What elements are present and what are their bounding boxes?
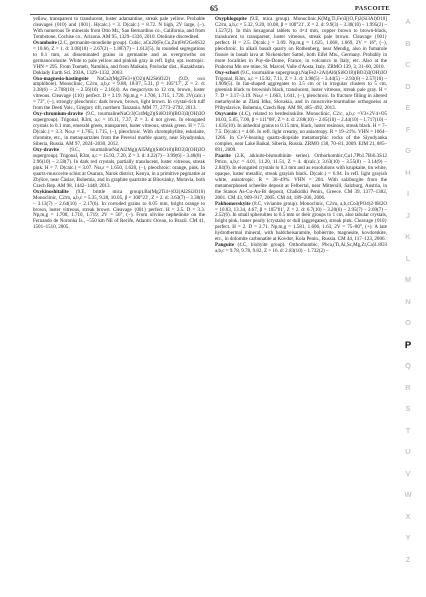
mineral-entry	[215, 202, 387, 244]
thumb-index-letter: F	[405, 124, 411, 134]
mineral-entry	[215, 243, 387, 255]
thumb-index-letter: V	[405, 468, 411, 478]
mineral-description: (9.C, tourmaline supergroup). Trigonal, R3m, a,c = 15.93, 7.20, Z = 3. d: 4.22(7) – 3.99(6) – 3.48(8) – 2.96(10) – 2.58(7). In dark red crystals, partially translucent, luster vitreous, streak pink. H = 7. D(calc.) = 3.07. Nω,ε = 1.650, 1.620, (−), pleochroic: orange, pink. In quartz-muscovite schist at Osarara, Narok district, Kenya, in a primitive pegmatite at Zbýšov, near Čáslav, Bohemia, and in graphite quartzite at Bítovánky, Moravia, both Czech Rep. AM 98, 1442–1448, 2013.	[33, 146, 205, 189]
mineral-entry	[215, 17, 387, 71]
thumb-index-letter: W	[404, 490, 412, 499]
thumb-index-letter: A	[405, 17, 411, 26]
mineral-name: Oxyvanite	[215, 111, 238, 118]
running-title: PASCOITE	[354, 5, 390, 12]
thumb-index-letter: E	[405, 103, 411, 112]
alphabet-thumb-index	[396, 17, 420, 577]
mineral-description: (9.E, brittle mica group). Monoclinic, C2/m, a,b,c = 5.35, 9.28, 10.05, β = 100°23′, Z = 2. d: 3.63(7) – 3.38(6) – 3.13(7) – 2.64(10) – 2.17(6). In corroded grains to 0.05 mm, bright orange to brown, luster vitreous, streak brown. Cleavage {001} perfect. H = 2.5. D = 3.3. Np,m,g = 1.708, 1.710, 1.719, 2V = 56°, (−). From olivine nephelinite on the Fernando de Noronha Is., ~550 km NE of Recife, Atlantic Ocean, to Brazil. CM 41, 1501–1510, 2005.	[33, 188, 205, 231]
page-number: 65	[210, 4, 218, 13]
mineral-formula: Cu1.7Pb1.7Bi6.3S12	[344, 152, 387, 159]
mineral-entry	[215, 154, 387, 202]
mineral-name: Paarite	[215, 152, 231, 159]
mineral-formula: Cu20(Fe,Cu,Zn)6W2Ge6S32	[145, 39, 205, 46]
thumb-index-letter: H	[405, 167, 411, 177]
mineral-formula: (Ti,Al,Sc,Mg,Zr,Ca)1.8O3	[333, 242, 387, 249]
left-column	[33, 17, 205, 231]
mineral-entry	[215, 112, 387, 154]
mineral-description: (9.C, tourmaline supergroup). Trigonal, R3m, a,c = 16.11, 7.37, Z = 3. d not given. In elongated crystals to 0.1 mm, emerald green, transparent, luster vitreous, streak green. H = 7.5. D(calc.) = 3.3. Nω,ε = 1.765, 1.715, (−), pleochroic. With chromphyllite, eskolaite, chromite, etc., in metaquartzites from the Pereval marble quarry, near Slyudyanka, Siberia, Russia. AM 97, 2024–2030, 2012.	[33, 111, 205, 148]
header-rule	[30, 14, 390, 15]
thumb-index-letter: L	[405, 253, 411, 263]
mineral-name: Oxy-schorl	[215, 69, 239, 76]
mineral-description: (9.E, mica group). Monoclinic, C2/m, a,b,c = 5.32, 9.20, 10.08, β = 100°21′, Z = 2. d: 9.9(3) – 3.30(10) – 1.995(2) – 1.527(2). In thin hexagonal tablets to 4×4 mm, copper brown to brown-black, translucent to transparent, luster vitreous, streak pale brown. Cleavage {001} perfect. H = 2.5. D(calc.) = 3.09. Np,m,g = 1.625, 1.668, 1.669, 2V = 16°, (−), pleochroic. In alkali basalt quarry on Rothenberg, near Mendig, also in fumarole fissure in basalt lava at Nickenicher Sattel, both Eifel Mts., Germany. Probably in more localities in Puy-de-Dome, France, in volcanics in Italy, etc. Also at the Prabornа Mn ore mine, St. Marcel, Valle d'Aosta, Italy. ZRMO 139, 3, 31–60, 2010.	[215, 16, 387, 70]
thumb-index-letter: S	[405, 404, 411, 413]
thumb-index-letter: D	[405, 81, 411, 91]
mineral-entry	[215, 71, 387, 113]
thumb-index-letter: R	[405, 382, 411, 392]
mineral-formula: V3+2V4+O5	[360, 111, 387, 118]
mineral-entry	[33, 148, 205, 190]
thumb-index-letter: M	[404, 275, 412, 284]
mineral-description: (2.C, germanite-moodieite group). Cubic, a = 10.66, Z = 1. d: 3.08(10) – 2.67(2) – 1.887(7) – 1.612(5). In rounded segregations to 0.1 mm, as disseminated grains in germanite and as overgrowths on germanocolusite. White to pale yellow and pinkish gray in refl. light, opt. isotropic. VHN = 295. From Tsumeb, Namibia, and from Maikain, Pavlodar dist., Kazakhstan. Doklady Earth Sci. 393A, 1329–1332, 2003.	[33, 39, 205, 76]
mineral-description: NaCa2(Mg2Fe3+)(O2)(Al2Si6O22) (9.D, oxo amphibole). Monoclinic, C2/m, a,b,c = 9.88, 18.07, 5.31, β = 105°17′, Z = 2. d: 3.38(6) – 2.708(10) – 2.56(10) – 2.16(4). As megacrysts to 12 cm, brown, luster vitreous. Cleavage {110} perfect. D = 3.19. Np,m,g = 1.706, 1.715, 1.720, 2V(calc.) = 73°, (−), strongly pleochroic: dark brown, brown, light brown. In crystal-rich tuff from the Deeti Volc., Gregory rift, northern Tanzania. MM 77, 2773–2792, 2013.	[33, 75, 205, 112]
thumb-index-letter: K	[405, 232, 411, 241]
mineral-entry	[33, 17, 205, 41]
mineral-name: Oxo-magnesio-hastingsite	[33, 75, 89, 82]
mineral-entry	[33, 190, 205, 232]
mineral-formula: Na(Al2Mg)(Al5Mg)(Si6O18)(BO3)3(OH)3O	[112, 146, 205, 153]
mineral-description: (4.C, bixbyite group). Orthorhombic, Pbca, a,b,c = 9.78, 9.78, 9.82, Z = 16. d: 2.83(10) – 1.732(2) –	[215, 242, 334, 255]
mineral-name: Oxy-chromium-dravite	[33, 111, 84, 118]
mineral-formula: Ba(Mg2Ti4+)O2(Al2Si2O10)	[144, 188, 205, 195]
thumb-index-letter: I	[406, 189, 410, 198]
page-header	[30, 4, 390, 14]
thumb-index-letter: C	[405, 60, 411, 69]
mineral-description: (8.C, vivianite group). Monoclinic, C2/m, a,b,c = 10.03, 13.34, 4.67, β = 105°01′, Z = 2. d: 6.7(10) – 3.20(6) – 2.95(7) – 2.69(7) – 2.52(6). In small spherulites to 0.5 mm or their groups to 1 cm, also tabular crystals, bright pink, luster pearly (crystals) or dull (aggregates), streak pink. Cleavage {010} perfect. H = 2. D = 2.71. Np,m,g = 1.581, 1.606, 1.63, 2V = 75–80°, (+). A late hydrothermal mineral, with baldcheisaramite, bobierrite, magnesite, kovdorskite, etc., in dolomite carbonatite at Kovdor, Kola Penin., Russia. CM 44, 117–123, 2006.	[215, 200, 387, 243]
mineral-name: Oxyphlogopite	[215, 16, 247, 22]
thumb-index-letter: X	[405, 511, 411, 521]
mineral-name: Oxykinoshitalite	[33, 188, 69, 195]
mineral-entry	[33, 77, 205, 113]
right-column	[215, 17, 387, 255]
thumb-index-letter: T	[405, 425, 411, 435]
mineral-name: Oxy-dravite	[33, 146, 60, 153]
thumb-index-letter: O	[405, 318, 411, 327]
thumb-index-letter: N	[405, 296, 411, 306]
thumb-index-letter: G	[405, 146, 411, 155]
mineral-description: (2.K, aikinite-bismuthinite series). Orthorhombic, Pmcn, a,b,c = 4.01, 11.20, 11.51, Z = 4. d(calc.): 3.63(10) – 3.55(8) – 3.14(9) – 2.84(9). In elongated crystals to 0.3 mm and as exsolutions with krupkaite, tin white, opaque, luster metallic, streak grayish black. D(calc.) = 6.94. In refl. light grayish white, anisotropic. R = 36–49%. VHN = 204. With salzburgite from the metamorphosed scheelite deposit at Felbertal, near Mittersill, Salzburg, Austria, in the Stanos As-Cu-Au-Bi deposit, Chalkidiki Penin., Greece. CM 39, 1377–1382, 2001. CM 43, 909–917, 2005. CM 44, 189–206, 2006.	[215, 152, 387, 201]
thumb-index-letter: U	[405, 447, 411, 456]
mineral-description: (4.C), related to berdesinskiite. Monoclinic, C2/c, a,b,c = 10.03, 5.05, 7.00, β = 111°08′, Z = 4. d: 2.88(10) – 2.65(10) – 2.44(10) – 1.717(10) – 1.635(10). In anhedral grains to 0.15 mm, black, luster resinous, streak black. H = 7–7.5. D(calc.) = 4.66. In refl. light creamy, no anisotropy. R = 19–21%. VHN = 1064–1266. In Cr-V-bearing quartz-diopside metamorphic rocks of the Slyudyanka complex, near Lake Baikal, Siberia, Russia. ZRMO 138, 70–81, 2009. EJM 21, 885–891, 2009.	[215, 111, 387, 153]
mineral-description: (9.C, tourmaline supergroup). Trigonal, R3m, a,c = 15.92, 7.11, Z = 3. d: 3.98(5) – 3.44(5) – 2.93(6) – 2.57(10) – 1.909(5). In fan-shaped aggregates to 3.5 cm or in irregular clusters to 5 cm, greenish black to brownish black, translucent, luster vitreous, streak pale gray. H = 7. D = 3.17–3.19. Nω,ε = 1.663, 1.641, (−), pleochroic. In fracture filling in altered metarhyolite at Zlatá Idka, Slovakia, and in muscovite-tourmaline orthogneiss at Přibyslavice, Bohemia, Czech Rep. AM 98, 485–492, 2013.	[215, 69, 387, 112]
mineral-name: Panguite	[215, 242, 235, 249]
thumb-index-letter: Q	[405, 361, 411, 370]
mineral-formula: K(Mg,Ti,Fe)3[(O,F)2(Si3Al)O10]	[317, 16, 387, 22]
mineral-name: Ovamboite	[33, 39, 57, 46]
mineral-description: yellow, transparent to translucent, luster adamantine, streak pale yellow. Probable cleavages {010} and {001}. H(calc.) = 3. D(calc.) = 8.72. N high, 2V large, (−). With numerous Te minerals from Otto Mt., San Bernardino co., California, and from Tombstone, Cochise co., Arizona. AM 95, 1329–1336, 2010. Otolinite discredited.	[33, 16, 205, 40]
thumb-index-letter: P	[404, 339, 412, 351]
mineral-formula: Na(Fe2+2Al)Al6(Si6O18)(BO3)3(OH)3O	[301, 69, 387, 76]
thumb-index-letter: B	[405, 38, 411, 48]
mineral-formula: Co3(PO4)2·8H2O	[349, 200, 387, 207]
thumb-index-letter: J	[405, 210, 411, 220]
mineral-entry	[33, 41, 205, 77]
mineral-entry	[33, 112, 205, 148]
mineral-formula: NaCr3(Cr4Mg2)(Si6O18)(BO3)3(OH)3O	[120, 111, 205, 118]
thumb-index-letter: Y	[405, 533, 411, 542]
thumb-index-letter: Z	[405, 554, 411, 564]
mineral-name: Pakhomovskyite	[215, 200, 251, 207]
